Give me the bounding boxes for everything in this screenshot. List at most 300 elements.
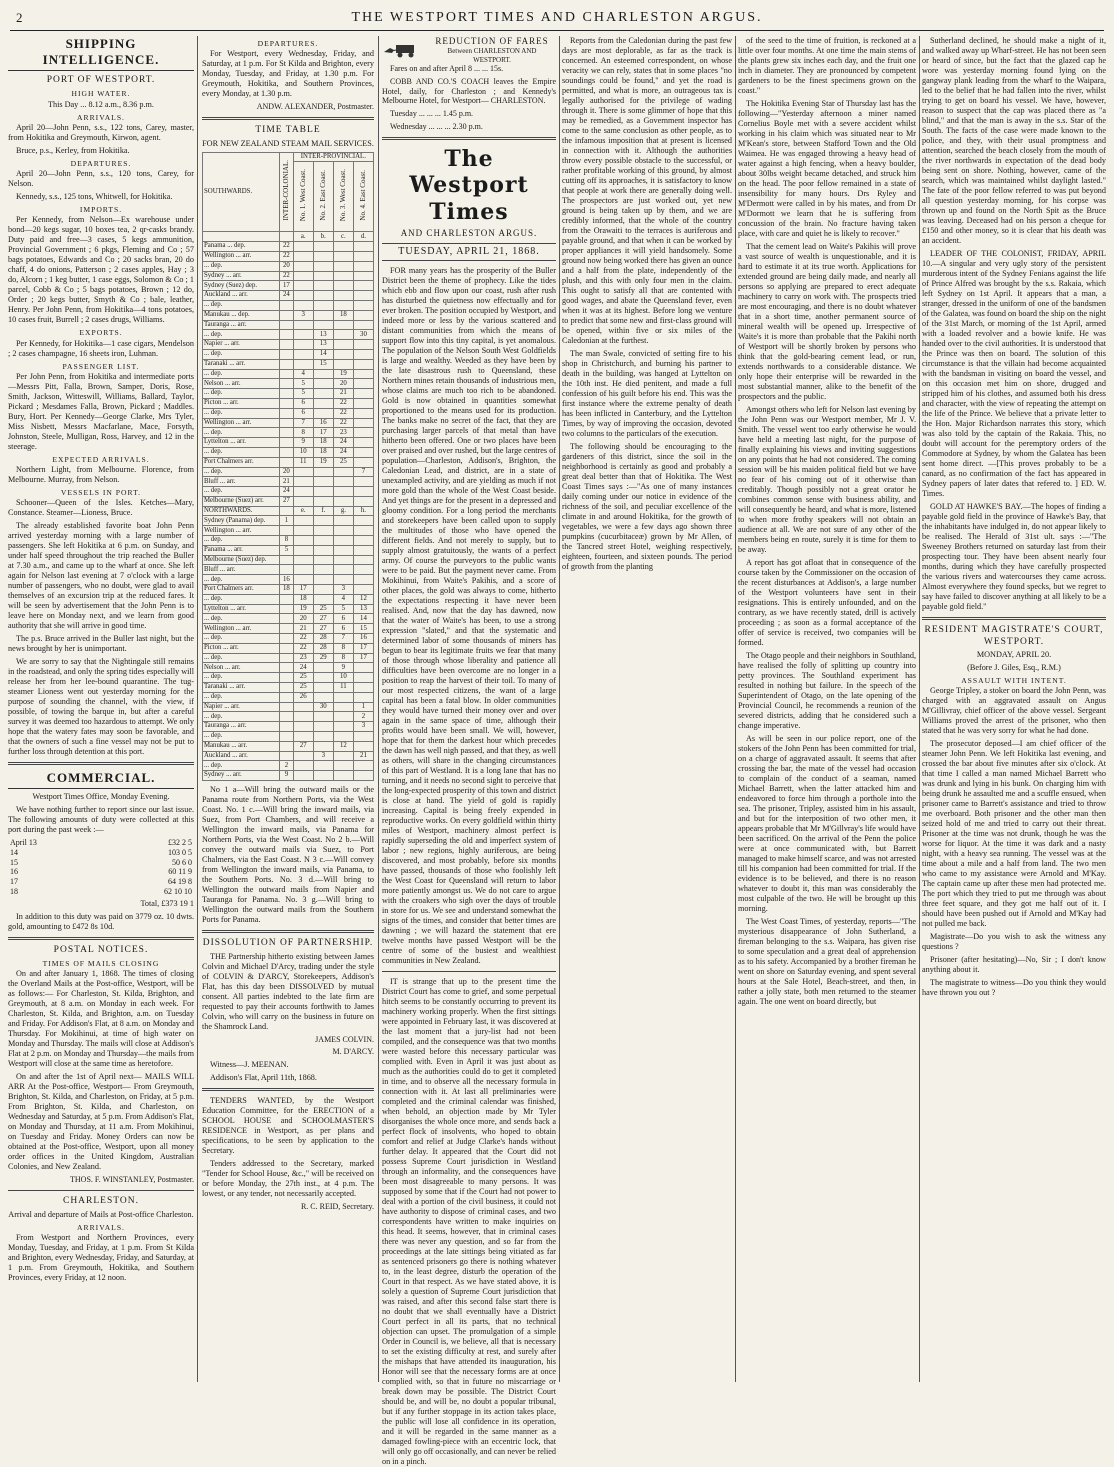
table-row bbox=[203, 330, 374, 340]
tt-day: 17 bbox=[293, 585, 313, 595]
tt-col-head: No. 2. East Coast. bbox=[313, 162, 333, 232]
tt-day: 15 bbox=[313, 359, 333, 369]
departures-notice-signature: ANDW. ALEXANDER, Postmaster. bbox=[256, 102, 374, 112]
tt-day: 6 bbox=[333, 614, 353, 624]
table-row bbox=[203, 369, 374, 379]
tt-day: 22 bbox=[333, 408, 353, 418]
tt-day bbox=[353, 242, 373, 252]
tt-day bbox=[280, 614, 294, 624]
column-rule bbox=[735, 36, 736, 1382]
table-row bbox=[8, 877, 194, 887]
tt-day bbox=[333, 732, 353, 742]
tt-day bbox=[280, 359, 294, 369]
tt-day bbox=[353, 251, 373, 261]
tt-day bbox=[280, 712, 294, 722]
tt-letter: h. bbox=[353, 506, 373, 516]
court-paragraph: Prisoner (after hesitating)—No, Sir ; I don't know anything about it. bbox=[922, 955, 1106, 975]
tt-day: 21 bbox=[333, 389, 353, 399]
table-row bbox=[203, 526, 374, 536]
table-row bbox=[203, 516, 374, 526]
tt-day: 9 bbox=[333, 663, 353, 673]
table-row bbox=[203, 761, 374, 771]
tt-day: 24 bbox=[280, 487, 294, 497]
tt-day bbox=[333, 751, 353, 761]
tt-day bbox=[353, 496, 373, 506]
postal-body: On and after the 1st of April next— MAILS WILL ARR At the Post-office, Westport— From Greymouth, Brighton, St. Kilda, and Charleston, on Friday, at 5 p.m. From Brighton, St. Kilda, and Charleston, on Wednesday and Saturday, at 5 p.m. From Addison's Flat, on Monday and Thursday, at 11 a.m. From Mokihinui, on Tuesday and Friday. Money Orders can now be obtained at the Post-office, Westport, upon all money order offices in the United Kingdom, Australian Colonies, and New Zealand. bbox=[8, 1072, 194, 1172]
shipping-notes: The p.s. Bruce arrived in the Buller last night, but the news brought by her is unimportant. bbox=[8, 634, 194, 654]
tt-station: Wellington ... arr. bbox=[203, 251, 280, 261]
tt-station: ... dep. bbox=[203, 408, 280, 418]
tt-station: Panama ... arr. bbox=[203, 545, 280, 555]
tt-day bbox=[313, 761, 333, 771]
editorial-paragraph: The man Swale, convicted of setting fire to his shop in Christchurch, and burning his partner to death in the building, was hanged at Lyttelton on the 10th inst. He died penitent, and made a full confession of his guilt before his end. This was the first instance where the extreme penalty of death has been inflicted in Canterbury, and the Lyttelton Times, by way of improving the occasion, devoted two columns to the particulars of the execution. bbox=[562, 349, 732, 438]
tt-day: 25 bbox=[293, 673, 313, 683]
tt-day bbox=[280, 604, 294, 614]
tt-day bbox=[293, 702, 313, 712]
tt-station: ... dep. bbox=[203, 653, 280, 663]
tt-day bbox=[353, 438, 373, 448]
tt-day bbox=[280, 369, 294, 379]
tt-day bbox=[293, 251, 313, 261]
tt-day bbox=[333, 771, 353, 781]
postal-signature: THOS. F. WINSTANLEY, Postmaster. bbox=[70, 1175, 194, 1185]
inter-provincial-label: INTER-PROVINCIAL. bbox=[293, 152, 373, 162]
tt-day bbox=[353, 516, 373, 526]
high-water-text: This Day ... 8.12 a.m., 8.36 p.m. bbox=[48, 99, 154, 109]
tt-station: Auckland ... arr. bbox=[203, 751, 280, 761]
tt-day bbox=[313, 271, 333, 281]
commercial-office: Westport Times Office, Monday Evening. bbox=[32, 792, 170, 802]
tt-day bbox=[280, 428, 294, 438]
tt-day bbox=[353, 457, 373, 467]
tt-station: Bluff ... arr. bbox=[203, 565, 280, 575]
duty-amount: 50 6 0 bbox=[172, 857, 192, 867]
news-paragraph: The West Coast Times, of yesterday, reports—"The mysterious disappearance of John Sutherland, a fireman belonging to the s.s. Waipara, has given rise to some speculation and a great deal of apprehension as to his safety. Accompanied by a brother fireman he went on shore on Saturday evening, and spent several hours at the Sale Hotel, Beach-street, and then, in rather a jolly state, both men returned to the steamer again. The one went on board directly, but bbox=[738, 917, 916, 1006]
tt-day: 29 bbox=[313, 653, 333, 663]
dissolution-heading: DISSOLUTION OF PARTNERSHIP. bbox=[202, 938, 374, 948]
table-row bbox=[8, 887, 194, 897]
tt-day: 24 bbox=[293, 663, 313, 673]
tt-day: 18 bbox=[313, 447, 333, 457]
tt-day bbox=[293, 732, 313, 742]
tt-day: 11 bbox=[333, 683, 353, 693]
tt-day bbox=[313, 496, 333, 506]
tt-day bbox=[313, 663, 333, 673]
fares-line: Fares on and after April 8 ... ... 15s. bbox=[390, 64, 504, 74]
tt-day bbox=[293, 516, 313, 526]
table-row bbox=[203, 614, 374, 624]
tt-day bbox=[333, 300, 353, 310]
tt-day bbox=[313, 281, 333, 291]
duty-amount: 60 11 9 bbox=[168, 867, 192, 877]
table-row bbox=[8, 848, 194, 858]
tt-day bbox=[333, 536, 353, 546]
tt-day: 14 bbox=[353, 614, 373, 624]
tt-day bbox=[280, 447, 294, 457]
tt-day bbox=[333, 467, 353, 477]
table-row bbox=[203, 653, 374, 663]
tt-day bbox=[333, 251, 353, 261]
tt-day bbox=[280, 732, 294, 742]
tt-day: 4 bbox=[333, 594, 353, 604]
tt-day bbox=[313, 771, 333, 781]
editorial-paragraph: Reports from the Caledonian during the past few days are most deplorable, as far as the track is concerned. An esteemed correspondent, on whose veracity we can rely, states that in some places "no soundings could be found," and yet the road is permitted, and what is more, an outrageous tax is legally authorised for the privilege of wading through it. There is some glimmer of hope that this may be remedied, as a Government inspector has come to the same conclusion as other people, as to the infamous imposition that at present is licensed in connection with it. Although the authorities throw every possible obstacle to the successful, or rather profitable working of this ground, by almost cutting off its approaches, it is satisfactory to know that people at work there are generally doing well. The prospectors are just worked out, yet new ground is being taken up by them, and we are credibly informed, that the whole of the country from the Orawaiti to the terraces is auriferous and payable ground, and that when it can be worked by proper appliances it will yield handsomely. Some ground now being worked there has given an ounce and a half from the plate, independently of the plush, and this with only four men in the claim. This ought to satisfy all that are contented with good wages, and abate the Queensland fever, even when it was at its highest. Before long we venture to predict that some new and first-class ground will be opened, within five or six miles of the Caledonian at the furthest. bbox=[562, 36, 732, 345]
shipping-notes: The already established favorite boat John Penn arrived yesterday morning with a large number of passengers. She left Hokitika at 6 p.m. on Sunday, and under half speed throughout the trip reached the Buller at 7.30 a.m., and came up to the wharf at once. She left again for Nelson last evening at 7 o'clock with a large number of passengers, who no doubt, were glad to avail themselves of an excursion trip at the reduced fares. It will be seen by advertisement that the John Penn is to leave here on Monday next, and we learn from good authority that she will arrive in good time. bbox=[8, 521, 194, 631]
tt-day bbox=[293, 340, 313, 350]
tt-day: 20 bbox=[333, 379, 353, 389]
imports-label: IMPORTS. bbox=[79, 205, 123, 215]
shipping-heading: SHIPPING INTELLIGENCE. bbox=[8, 36, 194, 71]
tt-day bbox=[280, 418, 294, 428]
tt-day bbox=[313, 398, 333, 408]
tt-day: 20 bbox=[293, 614, 313, 624]
tt-day bbox=[313, 251, 333, 261]
tenders-body: TENDERS WANTED, by the Westport Education Committee, for the ERECTION of a SCHOOL HOUSE and SCHOOLMASTER'S RESIDENCE in Westport, as per plans and specifications, to be seen by application to the Secretary. bbox=[202, 1096, 374, 1156]
tt-station: Manukau ... dep. bbox=[203, 310, 280, 320]
table-row bbox=[8, 867, 194, 877]
tt-day bbox=[353, 565, 373, 575]
tt-day bbox=[313, 379, 333, 389]
tt-day: 19 bbox=[333, 369, 353, 379]
tt-day bbox=[293, 261, 313, 271]
tt-day bbox=[333, 320, 353, 330]
table-row bbox=[203, 722, 374, 732]
tt-day bbox=[333, 555, 353, 565]
tt-day bbox=[353, 369, 373, 379]
tt-station: Panama ... dep. bbox=[203, 242, 280, 252]
tt-day: 21 bbox=[280, 477, 294, 487]
tt-day bbox=[293, 349, 313, 359]
tt-day bbox=[353, 447, 373, 457]
divider bbox=[8, 762, 194, 765]
tt-day bbox=[313, 516, 333, 526]
tt-day bbox=[353, 761, 373, 771]
commercial-body: We have nothing further to report since our last issue. The following amounts of duty were collected at this port during the past week :— bbox=[8, 805, 194, 835]
tt-day: 18 bbox=[313, 438, 333, 448]
tt-day bbox=[333, 359, 353, 369]
tt-day bbox=[353, 379, 373, 389]
postal-sub: TIMES OF MAILS CLOSING bbox=[42, 959, 160, 969]
imports-text: Per Kennedy, from Nelson—Ex warehouse under bond—20 kegs sugar, 10 boxes tea, 2 qr-casks brandy. Duty paid and free—3 cases, 5 kegs ammunition, Provincial Government ; 6 pkgs, Fleming and Co ; 57 bags potatoes, Edwards and Co ; 20 sacks bran, 20 do chaff, 4 do onions, Patterson ; 2 cases apples, Hay ; 3 do, Alcorn ; 1 keg butter, 1 case eggs, Solomon & Co ; 1 parcel, Cobb & Co ; 5 bags potatoes, Brown ; 12 do, Order ; 20 kegs butter, Smyth & Co ; bale, leather, Henry. Per John Penn, from Hokitika—4 tons potatoes, 10 cases fruit, Burrell ; 2 cases drugs, Williams. bbox=[8, 215, 194, 325]
tt-station: Nelson ... arr. bbox=[203, 663, 280, 673]
tt-day bbox=[353, 310, 373, 320]
table-row bbox=[203, 467, 374, 477]
tt-day bbox=[333, 242, 353, 252]
table-row bbox=[203, 555, 374, 565]
tt-station: ... dep. bbox=[203, 300, 280, 310]
tt-day: 20 bbox=[280, 467, 294, 477]
tt-day bbox=[353, 389, 373, 399]
tt-day bbox=[313, 575, 333, 585]
arrivals-text: Bruce, p.s., Kerley, from Hokitika. bbox=[16, 145, 130, 155]
tt-day bbox=[353, 487, 373, 497]
tt-day: 6 bbox=[293, 398, 313, 408]
fares-title: REDUCTION OF FARES bbox=[435, 36, 549, 46]
table-row bbox=[203, 271, 374, 281]
dissolution-body: THE Partnership hitherto existing between James Colvin and Michael D'Arcy, trading under the style of COLVIN & D'ARCY, Storekeepers, Addison's Flat, has this day been DISSOLVED by mutual consent. All parties indebted to the late firm are requested to pay their accounts forthwith to James Colvin, who will carry on the business in future on the Shamrock Land. bbox=[202, 951, 374, 1031]
tt-day bbox=[293, 330, 313, 340]
tt-day: 3 bbox=[293, 310, 313, 320]
tt-day: 27 bbox=[313, 624, 333, 634]
tt-day bbox=[353, 555, 373, 565]
departures-text: Kennedy, s.s., 125 tons, Whitwell, for Hokitika. bbox=[16, 192, 173, 202]
tt-day: 7 bbox=[333, 634, 353, 644]
tt-day: 19 bbox=[313, 457, 333, 467]
duty-table bbox=[8, 838, 194, 897]
tt-station: Melbourne (Suez) arr. bbox=[203, 496, 280, 506]
tt-day: 22 bbox=[293, 634, 313, 644]
tt-day bbox=[280, 408, 294, 418]
tt-day: 13 bbox=[313, 340, 333, 350]
tt-day bbox=[313, 261, 333, 271]
tt-day bbox=[280, 310, 294, 320]
tt-day: 13 bbox=[313, 330, 333, 340]
tt-day: 22 bbox=[280, 271, 294, 281]
exports-text: Per Kennedy, for Hokitika—1 case cigars, Mendelson ; 2 cases champagne, 16 sheets iron, Luhman. bbox=[8, 338, 194, 358]
tt-day: 7 bbox=[353, 467, 373, 477]
tt-day bbox=[313, 467, 333, 477]
tt-day bbox=[293, 487, 313, 497]
tt-day bbox=[313, 692, 333, 702]
tt-day bbox=[353, 291, 373, 301]
charleston-heading: CHARLESTON. bbox=[62, 1196, 139, 1207]
tt-day bbox=[333, 291, 353, 301]
news-paragraph: That the cement lead on Waite's Pakihis will prove a vast source of wealth is unquestionable, and it is hard to estimate it at its true worth. Applications for extended ground are being daily made, and nearly all persons so applying are prepared to erect adequate machinery to carry on work with. The prospects tried are most encouraging, and there is no doubt whatever that in a short time, another permanent source of mineral wealth will be opened up. Irrespective of Waite's it is more than probable that the Pakihi north of Westport will be shortly broken by persons who think that the gold-bearing cement lead, or run, extends northwards to a considerable distance. We only hope their enterprise will be rewarded in the most substantial manner, alike to the benefit of the prospectors and the public. bbox=[738, 242, 916, 401]
tt-day bbox=[280, 300, 294, 310]
table-row bbox=[203, 320, 374, 330]
duty-date: 17 bbox=[10, 877, 18, 887]
tt-day bbox=[353, 575, 373, 585]
tt-day bbox=[280, 526, 294, 536]
tt-station: Napier ... arr. bbox=[203, 702, 280, 712]
tt-day bbox=[333, 565, 353, 575]
tt-station: ... dep. bbox=[203, 447, 280, 457]
tt-day: 25 bbox=[333, 457, 353, 467]
in-port-label: VESSELS IN PORT. bbox=[60, 488, 142, 498]
tt-day bbox=[293, 271, 313, 281]
tt-station: ... dep. bbox=[203, 673, 280, 683]
tt-day bbox=[293, 496, 313, 506]
tt-day bbox=[353, 771, 373, 781]
tt-day bbox=[313, 320, 333, 330]
departures-notice-body: For Westport, every Wednesday, Friday, and Saturday, at 1 p.m. For St Kilda and Brighton, every Monday, Tuesday, and Friday, at 1.30 p.m. For Greymouth, Hokitika, and Southern Provinces, every Monday, at 1.30 p.m. bbox=[202, 49, 374, 99]
news-paragraph: As will be seen in our police report, one of the stokers of the John Penn has been committed for trial, on a charge of aggravated assault. It seems that after crossing the bar, the mate of the vessel had occasion to complain of the conduct of a seaman, named Michael Barrett, when the latter attacked him and endeavored to force him through a porthole into the sea. The prisoner, Tripley, assisted him in his assault, and but for the interposition of two other men, it appears probable that Mr M'Gillvray's life would have been sacrificed. On the arrival of the Penn the police were at once communicated with, but Barrett managed to make himself scarce, and was not arrested till his companion had been committed for trial. If the evidence is to be believed, and there is no reason whatever to doubt it, this man was considerably the most culpable of the two. He will be brought up this morning. bbox=[738, 734, 917, 913]
tt-day: 19 bbox=[293, 604, 313, 614]
table-row bbox=[203, 291, 374, 301]
divider bbox=[8, 1190, 194, 1191]
tt-day bbox=[293, 575, 313, 585]
tt-station: ... dep. bbox=[203, 261, 280, 271]
divider bbox=[202, 117, 374, 120]
tt-station: Auckland ... arr. bbox=[203, 291, 280, 301]
table-row bbox=[203, 389, 374, 399]
tt-day bbox=[280, 457, 294, 467]
tt-station: ... dep. bbox=[203, 389, 280, 399]
tt-station: Taranaki ... arr. bbox=[203, 359, 280, 369]
tt-day bbox=[280, 751, 294, 761]
tt-day bbox=[353, 585, 373, 595]
tt-station: Lyttelton ... arr. bbox=[203, 604, 280, 614]
column-rule bbox=[559, 36, 560, 1382]
tt-day bbox=[293, 359, 313, 369]
tt-day bbox=[333, 702, 353, 712]
tt-day bbox=[353, 340, 373, 350]
tt-letter: f. bbox=[313, 506, 333, 516]
table-row bbox=[203, 692, 374, 702]
issue-date: TUESDAY, APRIL 21, 1868. bbox=[382, 243, 556, 261]
divider bbox=[202, 930, 374, 933]
duty-date: April 13 bbox=[10, 838, 37, 848]
tt-day: 1 bbox=[280, 516, 294, 526]
high-water-label: HIGH WATER. bbox=[71, 89, 131, 99]
tt-day: 23 bbox=[293, 653, 313, 663]
tt-day bbox=[353, 271, 373, 281]
table-row bbox=[203, 751, 374, 761]
tt-day bbox=[333, 545, 353, 555]
tt-day: 2 bbox=[280, 761, 294, 771]
tt-day bbox=[293, 291, 313, 301]
tt-station: ... dep. bbox=[203, 428, 280, 438]
tt-day bbox=[293, 242, 313, 252]
tt-day: 8 bbox=[333, 643, 353, 653]
tt-day: 6 bbox=[333, 624, 353, 634]
tt-station: Taranaki ... arr. bbox=[203, 683, 280, 693]
table-row bbox=[203, 663, 374, 673]
tt-day bbox=[280, 692, 294, 702]
tt-station: Wellington ... arr. bbox=[203, 624, 280, 634]
court-paragraph: Magistrate—Do you wish to ask the witness any questions ? bbox=[922, 932, 1106, 952]
tt-day: 16 bbox=[353, 634, 373, 644]
charleston-sub: Arrival and departure of Mails at Post-office Charleston. bbox=[8, 1209, 194, 1219]
tt-day bbox=[333, 575, 353, 585]
tt-day bbox=[333, 526, 353, 536]
tt-station: Picton ... arr. bbox=[203, 398, 280, 408]
tt-day: 27 bbox=[293, 741, 313, 751]
tt-day: 14 bbox=[313, 349, 333, 359]
commercial-footer: In addition to this duty was paid on 3779 oz. 10 dwts. gold, amounting to £472 8s 10d. bbox=[8, 911, 194, 931]
table-row bbox=[203, 771, 374, 781]
court-paragraph: The prosecutor deposed—I am chief officer of the steamer John Penn. We left Hokitika last evening, and crossed the bar about five minutes after six o'clock. At that time I called a man named Michael Barrett who was drunk and lying in his bunk. On charging him with being drunk he assaulted me and a scuffle ensued, when prisoner came to Barrett's assistance and tried to throw me overboard. Both prisoner and the other man then seized hold of me and tried to carry out their threat. Prisoner at the time was not drunk, though he was the worse for liquor. At the time it was dark and a nasty night, with a heavy sea running. The vessel was at the time about a mile and a half from land. The two men who came to my assistance were Arnold and M'Kay. The captain came up after these men had protected me. The port which they tried to put me through was about three feet square, and they got me half out of it. I should have been pushed out if Arnold and M'Kay had not pulled me back. bbox=[922, 739, 1106, 929]
column-rule bbox=[919, 36, 920, 1382]
arrivals-text: April 20—John Penn, s.s., 122 tons, Carey, master, from Hokitika and Greymouth, Kirwon, agent. bbox=[8, 122, 194, 142]
tt-day: 28 bbox=[313, 643, 333, 653]
tt-letter: e. bbox=[293, 506, 313, 516]
tt-day bbox=[353, 261, 373, 271]
tt-day: 24 bbox=[333, 438, 353, 448]
tt-day bbox=[313, 526, 333, 536]
dissolution-witness: Witness—J. MEENAN. bbox=[210, 1060, 289, 1070]
tt-day bbox=[313, 673, 333, 683]
tt-letter: a. bbox=[293, 232, 313, 242]
news-paragraph: GOLD AT HAWKE'S BAY.—The hopes of finding a payable gold field in the province of Hawke's Bay, that the inhabitants have indulged in, do not appear likely to be realised. The Herald of 31st ult. says :—"The Sweeney Brothers returned on saturday last from their prospecting tour. They have been absent nearly four months, during which they have carefully prospected the various rivers and watercourses they came across. Almost everywhere they found specks, but we regret to say have failed to discover anything at all likely to be a payable gold field." bbox=[922, 502, 1106, 611]
tt-day bbox=[333, 516, 353, 526]
table-row bbox=[203, 349, 374, 359]
expected-text: Northern Light, from Melbourne. Florence, from Melbourne. Murray, from Nelson. bbox=[8, 465, 194, 485]
northwards-label: NORTHWARDS. bbox=[203, 506, 280, 516]
tt-day bbox=[333, 349, 353, 359]
table-row bbox=[8, 858, 194, 868]
table-row bbox=[203, 673, 374, 683]
tt-letter: b. bbox=[313, 232, 333, 242]
timetable-heading: TIME TABLE bbox=[255, 125, 321, 135]
dissolution-name: M. D'ARCY. bbox=[332, 1047, 374, 1057]
tt-day bbox=[313, 242, 333, 252]
tt-day: 9 bbox=[280, 771, 294, 781]
tt-day bbox=[293, 761, 313, 771]
tt-day: 27 bbox=[313, 614, 333, 624]
court-paragraph: The magistrate to witness—Do you think they would have thrown you out ? bbox=[922, 978, 1106, 998]
tt-day: 26 bbox=[293, 692, 313, 702]
tt-day bbox=[353, 408, 373, 418]
tt-day bbox=[293, 545, 313, 555]
tt-day bbox=[280, 438, 294, 448]
tt-day: 25 bbox=[293, 683, 313, 693]
tt-day bbox=[313, 369, 333, 379]
divider bbox=[382, 971, 556, 972]
tt-day bbox=[353, 428, 373, 438]
tt-day bbox=[353, 281, 373, 291]
duty-date: 16 bbox=[10, 867, 18, 877]
passenger-label: PASSENGER LIST. bbox=[62, 361, 140, 371]
column-1 bbox=[8, 36, 194, 1382]
tt-day bbox=[353, 545, 373, 555]
tt-day: 22 bbox=[280, 242, 294, 252]
tt-day: 3 bbox=[353, 722, 373, 732]
tt-station: Melbourne (Suez) dep. bbox=[203, 555, 280, 565]
court-charge: ASSAULT WITH INTENT. bbox=[961, 676, 1067, 686]
tt-day bbox=[313, 389, 333, 399]
fares-tuesday: Tuesday ... ... ... 1.45 p.m. bbox=[390, 109, 474, 119]
tt-day bbox=[313, 310, 333, 320]
tt-day bbox=[353, 477, 373, 487]
fares-subtitle: Between CHARLESTON AND WESTPORT. bbox=[447, 46, 537, 64]
tt-day bbox=[293, 467, 313, 477]
table-row bbox=[8, 838, 194, 848]
tt-day: 17 bbox=[280, 281, 294, 291]
tt-day bbox=[353, 673, 373, 683]
tt-day bbox=[313, 565, 333, 575]
table-row bbox=[203, 585, 374, 595]
tt-day bbox=[333, 477, 353, 487]
charleston-arrivals-label: ARRIVALS. bbox=[77, 1222, 125, 1232]
court-before: (Before J. Giles, Esq., R.M.) bbox=[967, 663, 1061, 673]
table-row bbox=[203, 457, 374, 467]
tt-day bbox=[333, 722, 353, 732]
tt-day: 3 bbox=[333, 585, 353, 595]
tt-day bbox=[353, 300, 373, 310]
tt-day: 6 bbox=[293, 408, 313, 418]
tt-day: 5 bbox=[293, 389, 313, 399]
tt-day bbox=[293, 477, 313, 487]
tt-station: Port Chalmers arr. bbox=[203, 585, 280, 595]
tt-day bbox=[353, 536, 373, 546]
tt-day: 22 bbox=[333, 398, 353, 408]
page-header bbox=[10, 8, 1104, 31]
tt-day bbox=[333, 496, 353, 506]
duty-amount: 64 19 8 bbox=[168, 877, 192, 887]
news-paragraph: of the seed to the time of fruition, is reckoned at a little over four months. At one time the main stems of the plants grew six inches each day, and the fruit one inch in diameter. They are pronounced by competent gardeners to be the finest specimens grown on the coast." bbox=[738, 36, 916, 95]
tt-day: 16 bbox=[280, 575, 294, 585]
tt-day bbox=[313, 291, 333, 301]
tt-station: Wellington ... arr. bbox=[203, 526, 280, 536]
tt-station: ... dep. bbox=[203, 330, 280, 340]
tt-day: 18 bbox=[333, 310, 353, 320]
table-row bbox=[203, 251, 374, 261]
tt-station: ... dep. bbox=[203, 594, 280, 604]
table-row bbox=[203, 545, 374, 555]
dissolution-name: JAMES COLVIN. bbox=[315, 1034, 374, 1044]
court-date: MONDAY, APRIL 20. bbox=[976, 650, 1052, 660]
